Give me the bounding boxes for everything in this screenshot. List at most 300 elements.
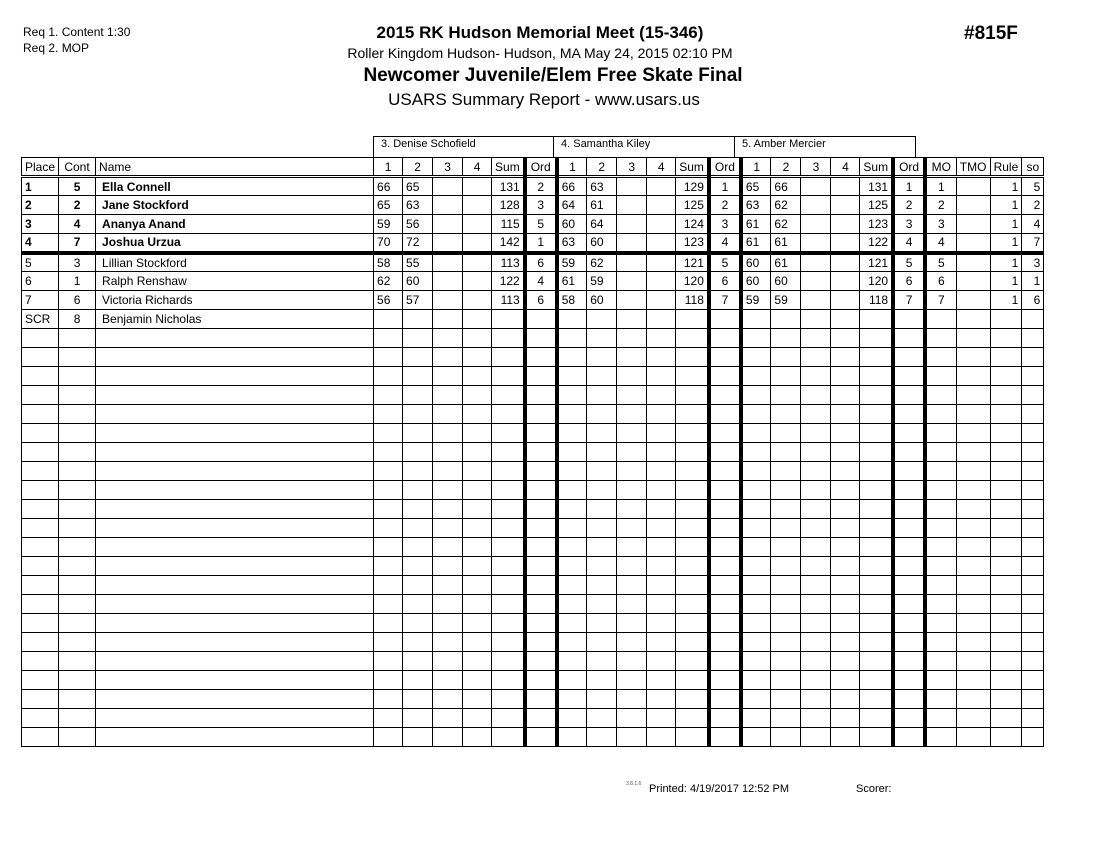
judge2-score3-cell	[617, 690, 647, 709]
judge1-score4-cell	[463, 367, 492, 386]
table-row	[22, 557, 1044, 576]
judge3-score4-cell	[831, 671, 860, 690]
judge1-sum-cell	[492, 462, 525, 481]
contestant-number-cell	[59, 519, 96, 538]
judge3-score4-cell	[831, 538, 860, 557]
judge1-ordinal-cell: 5	[525, 215, 557, 234]
so-cell	[1022, 576, 1044, 595]
judge2-sum-cell: 124	[676, 215, 709, 234]
judge2-ordinal-cell	[709, 709, 741, 728]
judge2-ordinal-cell	[709, 462, 741, 481]
judge2-score4-cell	[647, 576, 676, 595]
skater-name-cell	[96, 405, 374, 424]
judge2-score3-cell	[617, 348, 647, 367]
judge1-score2-cell	[403, 671, 433, 690]
judge2-score4-cell	[647, 538, 676, 557]
judge1-ordinal-cell	[525, 310, 557, 329]
judge3-score3-cell	[801, 671, 831, 690]
judge2-score4-cell	[647, 709, 676, 728]
mo-cell: 3	[925, 215, 956, 234]
judge3-ordinal-cell	[893, 728, 925, 747]
judge1-score1-cell	[374, 500, 403, 519]
judge1-score4-cell	[463, 272, 492, 291]
judge2-ordinal-cell	[709, 443, 741, 462]
judge2-score1-cell	[557, 728, 587, 747]
table-row	[22, 481, 1044, 500]
mo-cell	[925, 310, 956, 329]
judge3-ordinal-cell	[893, 405, 925, 424]
judge1-score4-cell	[463, 576, 492, 595]
judge1-sum-cell	[492, 310, 525, 329]
rule-cell: 1	[990, 253, 1022, 272]
rule-cell	[990, 405, 1022, 424]
judge3-score3-cell	[801, 291, 831, 310]
judge1-score2-cell: 55	[403, 253, 433, 272]
judge1-score1-cell	[374, 690, 403, 709]
judge3-score2-cell: 62	[771, 196, 801, 215]
mo-cell	[925, 690, 956, 709]
so-cell	[1022, 709, 1044, 728]
judge-header-3: 5. Amber Mercier	[734, 136, 916, 157]
tmo-cell	[956, 386, 990, 405]
table-row	[22, 614, 1044, 633]
judge1-sum-cell	[492, 424, 525, 443]
skater-name-cell	[96, 633, 374, 652]
table-row	[22, 215, 1044, 234]
judge3-sum-cell	[860, 538, 893, 557]
rule-cell	[990, 481, 1022, 500]
tmo-cell	[956, 196, 990, 215]
col-header-judge3-sum: Sum	[860, 158, 893, 177]
so-cell	[1022, 386, 1044, 405]
col-header-judge2-3: 3	[617, 158, 647, 177]
judge2-score4-cell	[647, 272, 676, 291]
judge1-score2-cell: 60	[403, 272, 433, 291]
judge1-ordinal-cell: 2	[525, 177, 557, 196]
judge2-score2-cell	[587, 329, 617, 348]
judge3-ordinal-cell	[893, 424, 925, 443]
judge2-score3-cell	[617, 177, 647, 196]
judge3-ordinal-cell	[893, 386, 925, 405]
judge2-score2-cell	[587, 576, 617, 595]
results-table	[21, 157, 1044, 747]
event-title: Newcomer Juvenile/Elem Free Skate Final	[363, 65, 743, 86]
judge3-score3-cell	[801, 348, 831, 367]
contestant-number-cell	[59, 709, 96, 728]
place-cell	[22, 557, 59, 576]
judge1-sum-cell	[492, 519, 525, 538]
judge3-score4-cell	[831, 576, 860, 595]
so-cell	[1022, 481, 1044, 500]
judge1-sum-cell	[492, 538, 525, 557]
table-row	[22, 500, 1044, 519]
col-header-place: Place	[22, 158, 59, 177]
judge3-score3-cell	[801, 462, 831, 481]
judge3-score3-cell	[801, 690, 831, 709]
judge2-score1-cell	[557, 386, 587, 405]
contestant-number-cell: 7	[59, 234, 96, 253]
judge1-score3-cell	[433, 291, 463, 310]
judge1-ordinal-cell: 6	[525, 253, 557, 272]
judge2-score1-cell	[557, 595, 587, 614]
judge2-score2-cell	[587, 443, 617, 462]
so-cell	[1022, 671, 1044, 690]
col-header-judge1-ord: Ord	[525, 158, 557, 177]
judge1-score3-cell	[433, 253, 463, 272]
table-row	[22, 652, 1044, 671]
place-cell	[22, 633, 59, 652]
judge2-score3-cell	[617, 728, 647, 747]
judge2-score2-cell	[587, 595, 617, 614]
judge1-score2-cell	[403, 481, 433, 500]
place-cell	[22, 614, 59, 633]
judge3-score1-cell: 65	[741, 177, 771, 196]
rule-cell	[990, 671, 1022, 690]
judge2-score4-cell	[647, 386, 676, 405]
judge1-score1-cell	[374, 595, 403, 614]
judge1-score1-cell	[374, 481, 403, 500]
tmo-cell	[956, 633, 990, 652]
table-row	[22, 424, 1044, 443]
place-cell: 3	[22, 215, 59, 234]
rule-cell	[990, 690, 1022, 709]
judge1-sum-cell: 142	[492, 234, 525, 253]
judge3-sum-cell	[860, 709, 893, 728]
table-row	[22, 272, 1044, 291]
judge1-score4-cell	[463, 215, 492, 234]
judge1-score2-cell	[403, 329, 433, 348]
judge1-score4-cell	[463, 500, 492, 519]
judge2-score3-cell	[617, 272, 647, 291]
judge1-score3-cell	[433, 462, 463, 481]
so-cell	[1022, 614, 1044, 633]
judge3-sum-cell	[860, 310, 893, 329]
judge1-score2-cell	[403, 633, 433, 652]
skater-name-cell	[96, 614, 374, 633]
tmo-cell	[956, 519, 990, 538]
judge1-score3-cell	[433, 557, 463, 576]
judge3-score1-cell	[741, 443, 771, 462]
judge2-sum-cell	[676, 519, 709, 538]
tmo-cell	[956, 424, 990, 443]
judge2-score2-cell	[587, 557, 617, 576]
place-cell	[22, 728, 59, 747]
so-cell	[1022, 462, 1044, 481]
judge1-ordinal-cell	[525, 405, 557, 424]
col-header-judge2-sum: Sum	[676, 158, 709, 177]
mo-cell: 6	[925, 272, 956, 291]
judge1-score1-cell: 58	[374, 253, 403, 272]
judge3-score2-cell	[771, 557, 801, 576]
judge1-ordinal-cell: 1	[525, 234, 557, 253]
judge1-score1-cell: 56	[374, 291, 403, 310]
judge2-score3-cell	[617, 329, 647, 348]
judge1-score1-cell	[374, 728, 403, 747]
judge3-score3-cell	[801, 405, 831, 424]
judge2-score2-cell: 64	[587, 215, 617, 234]
judge2-score4-cell	[647, 614, 676, 633]
table-row	[22, 576, 1044, 595]
judge2-sum-cell	[676, 671, 709, 690]
so-cell	[1022, 557, 1044, 576]
judge2-score2-cell	[587, 424, 617, 443]
judge1-score3-cell	[433, 196, 463, 215]
so-cell	[1022, 367, 1044, 386]
judge2-score2-cell	[587, 367, 617, 386]
judge2-score2-cell	[587, 500, 617, 519]
so-cell	[1022, 405, 1044, 424]
so-cell	[1022, 443, 1044, 462]
col-header-judge3-2: 2	[771, 158, 801, 177]
place-cell	[22, 329, 59, 348]
judge1-score1-cell	[374, 709, 403, 728]
judge1-score2-cell	[403, 500, 433, 519]
judge1-score3-cell	[433, 633, 463, 652]
judge1-score1-cell	[374, 310, 403, 329]
judge3-sum-cell	[860, 652, 893, 671]
judge1-score2-cell	[403, 538, 433, 557]
judge2-score2-cell	[587, 348, 617, 367]
judge3-score1-cell	[741, 462, 771, 481]
judge2-score2-cell	[587, 690, 617, 709]
tmo-cell	[956, 595, 990, 614]
judge2-score3-cell	[617, 253, 647, 272]
skater-name-cell	[96, 462, 374, 481]
col-header-judge1-1: 1	[374, 158, 403, 177]
judge1-score1-cell	[374, 367, 403, 386]
judge3-score2-cell	[771, 538, 801, 557]
so-cell	[1022, 500, 1044, 519]
judge3-score4-cell	[831, 728, 860, 747]
judge2-score4-cell	[647, 728, 676, 747]
judge3-score4-cell	[831, 614, 860, 633]
judge3-score1-cell	[741, 595, 771, 614]
judge1-score4-cell	[463, 671, 492, 690]
contestant-number-cell	[59, 557, 96, 576]
judge1-sum-cell: 122	[492, 272, 525, 291]
judge2-score1-cell: 61	[557, 272, 587, 291]
so-cell: 1	[1022, 272, 1044, 291]
skater-name-cell	[96, 386, 374, 405]
judge1-sum-cell	[492, 652, 525, 671]
judge2-ordinal-cell: 7	[709, 291, 741, 310]
rule-cell	[990, 652, 1022, 671]
tmo-cell	[956, 234, 990, 253]
judge1-score1-cell: 66	[374, 177, 403, 196]
judge3-ordinal-cell	[893, 671, 925, 690]
judge3-sum-cell	[860, 595, 893, 614]
contestant-number-cell	[59, 424, 96, 443]
judge3-score2-cell	[771, 329, 801, 348]
judge2-score2-cell: 61	[587, 196, 617, 215]
judge1-score3-cell	[433, 177, 463, 196]
judge2-sum-cell	[676, 310, 709, 329]
so-cell	[1022, 348, 1044, 367]
judge3-score1-cell	[741, 310, 771, 329]
judge1-sum-cell	[492, 500, 525, 519]
judge1-score2-cell	[403, 614, 433, 633]
contestant-number-cell	[59, 443, 96, 462]
judge3-sum-cell	[860, 519, 893, 538]
judge1-score3-cell	[433, 272, 463, 291]
judge2-score1-cell	[557, 519, 587, 538]
rule-cell	[990, 557, 1022, 576]
judge2-ordinal-cell	[709, 329, 741, 348]
judge2-score3-cell	[617, 671, 647, 690]
judge2-ordinal-cell	[709, 538, 741, 557]
judge3-sum-cell	[860, 614, 893, 633]
mo-cell	[925, 652, 956, 671]
table-row	[22, 196, 1044, 215]
judge1-score4-cell	[463, 709, 492, 728]
judge3-sum-cell	[860, 633, 893, 652]
mo-cell	[925, 500, 956, 519]
judge3-ordinal-cell	[893, 367, 925, 386]
tmo-cell	[956, 709, 990, 728]
contestant-number-cell	[59, 405, 96, 424]
requirement-2: Req 2. MOP	[23, 41, 90, 55]
judge2-score1-cell	[557, 538, 587, 557]
judge2-sum-cell	[676, 329, 709, 348]
judge1-ordinal-cell: 3	[525, 196, 557, 215]
rule-cell	[990, 348, 1022, 367]
rule-cell: 1	[990, 215, 1022, 234]
judge1-score4-cell	[463, 386, 492, 405]
judge2-score3-cell	[617, 215, 647, 234]
skater-name-cell	[96, 728, 374, 747]
judge2-score3-cell	[617, 405, 647, 424]
judge3-score3-cell	[801, 329, 831, 348]
skater-name-cell	[96, 519, 374, 538]
judge2-score2-cell	[587, 633, 617, 652]
judge3-ordinal-cell	[893, 652, 925, 671]
judge1-score4-cell	[463, 462, 492, 481]
judge2-score3-cell	[617, 234, 647, 253]
mo-cell	[925, 386, 956, 405]
skater-name-cell	[96, 367, 374, 386]
judge2-ordinal-cell	[709, 595, 741, 614]
judge1-ordinal-cell	[525, 329, 557, 348]
mo-cell	[925, 671, 956, 690]
judge1-score1-cell	[374, 443, 403, 462]
so-cell	[1022, 538, 1044, 557]
judge3-score2-cell	[771, 367, 801, 386]
judge3-ordinal-cell: 6	[893, 272, 925, 291]
judge1-score3-cell	[433, 690, 463, 709]
mo-cell: 5	[925, 253, 956, 272]
tmo-cell	[956, 367, 990, 386]
judge1-score2-cell	[403, 709, 433, 728]
judge2-score3-cell	[617, 424, 647, 443]
judge3-score2-cell	[771, 595, 801, 614]
skater-name-cell	[96, 576, 374, 595]
judge2-score4-cell	[647, 557, 676, 576]
judge2-score3-cell	[617, 576, 647, 595]
judge3-score4-cell	[831, 424, 860, 443]
table-row	[22, 671, 1044, 690]
judge1-score2-cell	[403, 690, 433, 709]
judge1-ordinal-cell	[525, 367, 557, 386]
judge2-score4-cell	[647, 424, 676, 443]
judge1-sum-cell: 115	[492, 215, 525, 234]
rule-cell	[990, 329, 1022, 348]
judge2-ordinal-cell	[709, 519, 741, 538]
judge2-sum-cell	[676, 481, 709, 500]
tmo-cell	[956, 215, 990, 234]
rule-cell	[990, 500, 1022, 519]
rule-cell	[990, 443, 1022, 462]
so-cell: 4	[1022, 215, 1044, 234]
report-title: USARS Summary Report - www.usars.us	[388, 90, 700, 109]
col-header-name: Name	[96, 158, 374, 177]
judge1-score1-cell	[374, 386, 403, 405]
judge1-score3-cell	[433, 386, 463, 405]
mo-cell	[925, 557, 956, 576]
judge2-score4-cell	[647, 234, 676, 253]
judge2-score4-cell	[647, 481, 676, 500]
judge2-ordinal-cell: 4	[709, 234, 741, 253]
mo-cell	[925, 538, 956, 557]
judge3-score4-cell	[831, 481, 860, 500]
judge3-sum-cell: 131	[860, 177, 893, 196]
judge1-sum-cell	[492, 671, 525, 690]
rule-cell: 1	[990, 291, 1022, 310]
scorer-label: Scorer:	[856, 783, 892, 795]
judge1-sum-cell: 128	[492, 196, 525, 215]
judge2-score4-cell	[647, 633, 676, 652]
judge1-score2-cell	[403, 462, 433, 481]
judge1-score3-cell	[433, 481, 463, 500]
place-cell	[22, 519, 59, 538]
judge2-ordinal-cell	[709, 690, 741, 709]
col-header-judge1-3: 3	[433, 158, 463, 177]
judge3-sum-cell	[860, 329, 893, 348]
tmo-cell	[956, 690, 990, 709]
judge3-sum-cell	[860, 424, 893, 443]
judge2-score4-cell	[647, 310, 676, 329]
judge3-sum-cell	[860, 405, 893, 424]
judge3-score3-cell	[801, 386, 831, 405]
judge2-score1-cell	[557, 671, 587, 690]
judge1-score3-cell	[433, 595, 463, 614]
table-row	[22, 595, 1044, 614]
judge3-score2-cell: 66	[771, 177, 801, 196]
judge2-sum-cell	[676, 652, 709, 671]
judge1-score3-cell	[433, 348, 463, 367]
so-cell	[1022, 424, 1044, 443]
table-row	[22, 310, 1044, 329]
skater-name-cell: Ella Connell	[96, 177, 374, 196]
judge1-score3-cell	[433, 500, 463, 519]
judge3-ordinal-cell	[893, 310, 925, 329]
skater-name-cell	[96, 671, 374, 690]
judge3-score2-cell	[771, 386, 801, 405]
judge2-ordinal-cell	[709, 633, 741, 652]
so-cell	[1022, 652, 1044, 671]
judge1-score4-cell	[463, 329, 492, 348]
mo-cell	[925, 348, 956, 367]
contestant-number-cell	[59, 500, 96, 519]
contestant-number-cell	[59, 481, 96, 500]
judge1-ordinal-cell	[525, 538, 557, 557]
printed-timestamp: Printed: 4/19/2017 12:52 PM	[649, 783, 790, 795]
mo-cell	[925, 709, 956, 728]
skater-name-cell	[96, 595, 374, 614]
judge1-score1-cell	[374, 576, 403, 595]
judge1-sum-cell	[492, 576, 525, 595]
judge3-score4-cell	[831, 367, 860, 386]
judge3-score1-cell	[741, 348, 771, 367]
